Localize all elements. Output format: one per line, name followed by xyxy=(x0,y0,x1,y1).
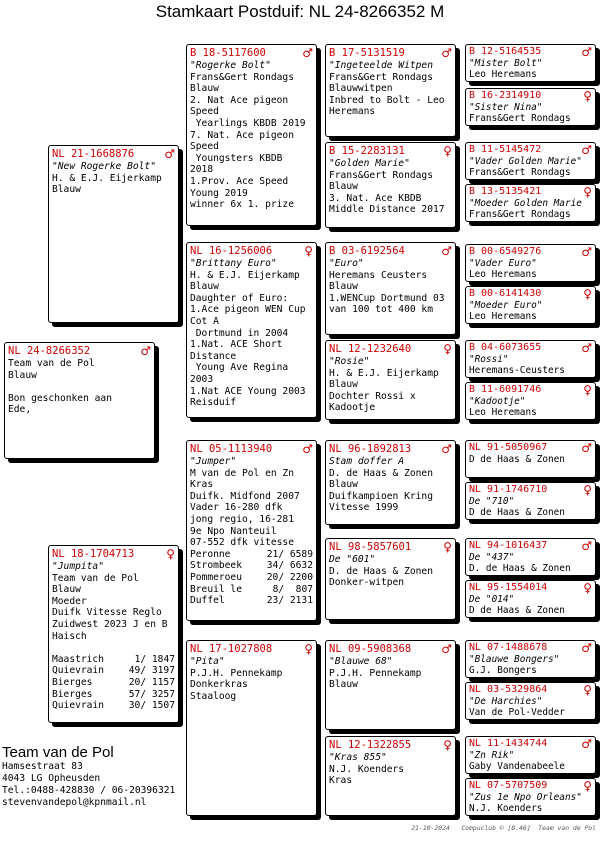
footer-credit: 21-10-2024 Compuclub © [8.46] Team van de Pol xyxy=(411,824,596,832)
info-line: Distance xyxy=(190,350,237,362)
pigeon-name: Stam doffer A xyxy=(329,456,405,467)
breeder-name: N.J. Koenders xyxy=(469,803,543,814)
info-line: Kras xyxy=(190,479,214,491)
gen5-ancestor-card[interactable] xyxy=(465,88,596,126)
ring-number: NL 95-1554014 xyxy=(469,582,548,593)
pigeon-name: "Kadootje" xyxy=(469,396,526,407)
info-line: 3. Nat. Ace KBDB xyxy=(329,192,422,204)
breeder-name: Leo Heremans xyxy=(469,269,537,280)
card-header xyxy=(469,90,592,102)
card-header xyxy=(469,384,592,396)
pigeon-name: De "437" xyxy=(469,552,515,563)
card-header xyxy=(8,345,151,358)
breeder-name: Frans&Gert Rondags xyxy=(469,167,571,178)
info-line: Vitesse 1999 xyxy=(329,502,399,514)
great-grandparent-card[interactable] xyxy=(325,440,456,525)
card-header xyxy=(469,186,592,198)
info-line: N.J. Koenders xyxy=(329,763,405,775)
pigeon-name: "Blauwe Bongers" xyxy=(469,654,560,665)
grandparent-card[interactable] xyxy=(186,242,317,418)
page-title: Stamkaart Postduif: NL 24-8266352 M xyxy=(155,2,445,21)
info-line: Team van de Pol xyxy=(52,572,139,584)
breeder-name: D. de Haas & Zonen xyxy=(469,563,571,574)
male-icon: ♂ xyxy=(581,341,592,355)
card-header xyxy=(190,643,313,656)
result-place: Strombeek xyxy=(190,560,242,572)
card-header xyxy=(469,582,592,594)
info-line xyxy=(52,642,175,654)
info-line: Kadootje xyxy=(329,402,376,414)
gen5-ancestor-card[interactable] xyxy=(465,440,596,478)
pigeon-name: "Vader Euro" xyxy=(469,258,537,269)
result-row xyxy=(190,595,313,607)
great-grandparent-card[interactable] xyxy=(325,242,456,335)
owner-block xyxy=(2,744,175,809)
male-icon: ♂ xyxy=(581,441,592,455)
info-line: Yearlings KBDB 2019 xyxy=(190,117,306,129)
ring-number: NL 03-5329864 xyxy=(469,684,548,695)
male-icon: ♂ xyxy=(581,143,592,157)
breeder-name: D de Haas & Zonen xyxy=(469,454,565,465)
card-header xyxy=(469,46,592,58)
result-value: 30/ 1507 xyxy=(128,700,175,712)
result-row xyxy=(190,549,313,561)
info-line: Blauw xyxy=(52,184,81,196)
info-line: Donker-witpen xyxy=(329,577,405,589)
grandparent-card[interactable] xyxy=(186,440,317,621)
info-line: 2. Nat Ace pigeon xyxy=(190,94,289,106)
female-icon: ♀ xyxy=(443,540,452,554)
card-header xyxy=(329,47,452,60)
male-icon: ♂ xyxy=(581,45,592,59)
info-line: Duifk Vitesse Reglo xyxy=(52,607,162,619)
ring-number: NL 91-5050967 xyxy=(469,442,548,453)
ring-number: NL 21-1668876 xyxy=(52,148,135,160)
ring-number: NL 12-1322855 xyxy=(329,739,412,751)
male-icon: ♂ xyxy=(581,737,592,751)
result-place: Quievrain xyxy=(52,665,104,677)
info-line: D. de Haas & Zonen xyxy=(329,565,433,577)
result-row xyxy=(52,689,175,701)
info-line: 1.Nat ACE Young 2003 xyxy=(190,385,306,397)
pigeon-name: "Zn Rik" xyxy=(469,750,515,761)
result-place: Bierges xyxy=(52,676,93,688)
info-line: Bon geschonken aan xyxy=(8,392,112,404)
ring-number: NL 98-5857601 xyxy=(329,541,412,553)
female-icon: ♀ xyxy=(443,738,452,752)
info-line: 1.Nat. ACE Short xyxy=(190,339,283,351)
result-value: 20/ 2200 xyxy=(266,571,313,583)
ring-number: NL 96-1892813 xyxy=(329,443,412,455)
female-icon: ♀ xyxy=(583,779,592,793)
info-line: Young 2019 xyxy=(190,187,248,199)
ring-number: NL 07-5707509 xyxy=(469,780,548,791)
male-icon: ♂ xyxy=(441,642,452,656)
card-header xyxy=(329,343,452,356)
result-row xyxy=(190,572,313,584)
subject-card[interactable] xyxy=(4,342,155,459)
info-line: Donkerkras xyxy=(190,679,248,691)
great-grandparent-card[interactable] xyxy=(325,736,456,816)
pigeon-name: "Rogerke Bolt" xyxy=(190,60,271,71)
info-line: 2018 xyxy=(190,164,214,176)
breeder-name: D de Haas & Zonen xyxy=(469,605,565,616)
breeder-name: Leo Heremans xyxy=(469,311,537,322)
result-place: Bierges xyxy=(52,688,93,700)
male-icon: ♂ xyxy=(302,442,313,456)
card-header xyxy=(329,443,452,456)
card-header xyxy=(469,246,592,258)
male-icon: ♂ xyxy=(441,442,452,456)
ring-number: B 16-2314910 xyxy=(469,90,542,101)
info-line: Vader 16-280 dfk xyxy=(190,502,283,514)
pigeon-name: "Mister Bolt" xyxy=(469,58,543,69)
result-row xyxy=(190,560,313,572)
pigeon-name: "Kras 855" xyxy=(329,752,387,763)
info-line: Frans&Gert Rondags xyxy=(329,169,433,181)
card-header xyxy=(469,484,592,496)
male-icon: ♂ xyxy=(140,344,151,358)
male-icon: ♂ xyxy=(441,46,452,60)
info-line: Middle Distance 2017 xyxy=(329,204,445,216)
breeder-name: Van de Pol-Vedder xyxy=(469,707,565,718)
info-line: D. de Haas & Zonen xyxy=(329,467,433,479)
breeder-name: Leo Heremans xyxy=(469,407,537,418)
pigeon-name: "New Rogerke Bolt" xyxy=(52,161,156,172)
female-icon: ♀ xyxy=(304,642,313,656)
pigeon-name: "Moeder Euro" xyxy=(469,300,543,311)
breeder-name: Heremans-Ceusters xyxy=(469,365,565,376)
ring-number: NL 16-1256006 xyxy=(190,245,273,257)
info-line: Blauw xyxy=(190,281,219,293)
owner-postcode: 4043 LG Opheusden xyxy=(2,773,101,784)
result-value: 23/ 2131 xyxy=(266,595,313,607)
breeder-name: G.J. Bongers xyxy=(469,665,537,676)
card-header xyxy=(190,245,313,258)
sire-card[interactable] xyxy=(48,145,179,323)
info-line: 1.WENCup Dortmund 03 xyxy=(329,292,445,304)
gen5-ancestor-card[interactable] xyxy=(465,640,596,678)
info-line: H. & E.J. Eijerkamp xyxy=(52,172,162,184)
card-header xyxy=(469,738,592,750)
info-line: Kras xyxy=(329,775,353,787)
info-line: Blauw xyxy=(329,181,358,193)
card-header xyxy=(469,288,592,300)
result-place: Pommeroeu xyxy=(190,571,242,583)
card-header xyxy=(469,684,592,696)
female-icon: ♀ xyxy=(583,287,592,301)
ring-number: NL 09-5908368 xyxy=(329,643,412,655)
ring-number: B 00-6141430 xyxy=(469,288,542,299)
ring-number: B 18-5117600 xyxy=(190,47,266,59)
result-row xyxy=(52,700,175,712)
gen5-ancestor-card[interactable] xyxy=(465,184,596,222)
card-header xyxy=(329,245,452,258)
info-line: Blauwwitpen xyxy=(329,83,393,95)
gen5-ancestor-card[interactable] xyxy=(465,244,596,282)
card-header xyxy=(469,642,592,654)
result-value: 34/ 6632 xyxy=(266,560,313,572)
female-icon: ♀ xyxy=(443,144,452,158)
result-value: 57/ 3257 xyxy=(128,688,175,700)
ring-number: B 17-5131519 xyxy=(329,47,405,59)
pigeon-name: "Zus 1e Npo Orleans" xyxy=(469,792,582,803)
owner-email: stevenvandepol@kpnmail.nl xyxy=(2,797,147,808)
owner-name: Team van de Pol xyxy=(2,744,114,761)
info-line: Blauw xyxy=(329,479,358,491)
card-header xyxy=(329,739,452,752)
gen5-ancestor-card[interactable] xyxy=(465,482,596,520)
ring-number: NL 05-1113940 xyxy=(190,443,273,455)
male-icon: ♂ xyxy=(164,147,175,161)
owner-address: Hamsestraat 83 xyxy=(2,761,83,772)
ring-number: B 03-6192564 xyxy=(329,245,405,257)
result-row xyxy=(52,665,175,677)
great-grandparent-card[interactable] xyxy=(325,142,456,228)
card-header xyxy=(190,443,313,456)
pigeon-name: De "014" xyxy=(469,594,515,605)
breeder-name: Frans&Gert Rondags xyxy=(469,209,571,220)
pigeon-name: "Blauwe 68" xyxy=(329,656,393,667)
info-line: 1.Ace pigeon WEN Cup xyxy=(190,304,306,316)
pigeon-name: De "601" xyxy=(329,554,376,565)
info-line: Haisch xyxy=(52,630,87,642)
info-line xyxy=(8,381,151,393)
card-header xyxy=(469,342,592,354)
ring-number: NL 17-1027808 xyxy=(190,643,273,655)
pigeon-name: "Rosie" xyxy=(329,356,370,367)
result-value: 1/ 1847 xyxy=(134,653,175,665)
gen5-ancestor-card[interactable] xyxy=(465,580,596,618)
breeder-name: D de Haas & Zonen xyxy=(469,507,565,518)
ring-number: B 11-5145472 xyxy=(469,144,542,155)
pigeon-name: "Jumpita" xyxy=(52,561,104,572)
result-place: Duffel xyxy=(190,595,225,607)
info-line: 2003 xyxy=(190,373,214,385)
info-line: Blauw xyxy=(8,369,37,381)
card-header xyxy=(329,541,452,554)
result-place: Peronne xyxy=(190,548,231,560)
info-line: Blauw xyxy=(329,281,358,293)
gen5-ancestor-card[interactable] xyxy=(465,142,596,180)
female-icon: ♀ xyxy=(583,89,592,103)
info-line: Zuidwest 2023 J en B xyxy=(52,618,168,630)
card-header xyxy=(329,643,452,656)
female-icon: ♀ xyxy=(583,483,592,497)
result-place: Maastrich xyxy=(52,653,104,665)
info-line: winner 6x 1. prize xyxy=(190,199,294,211)
female-icon: ♀ xyxy=(166,547,175,561)
ring-number: B 15-2283131 xyxy=(329,145,405,157)
gen5-ancestor-card[interactable] xyxy=(465,736,596,774)
pigeon-name: "Golden Marie" xyxy=(329,158,410,169)
ring-number: NL 91-1746710 xyxy=(469,484,548,495)
male-icon: ♂ xyxy=(581,245,592,259)
breeder-name: Leo Heremans xyxy=(469,69,537,80)
info-line: 9e Npo Nanteuil xyxy=(190,525,277,537)
ring-number: B 04-6073655 xyxy=(469,342,542,353)
female-icon: ♀ xyxy=(304,244,313,258)
result-place: Quievrain xyxy=(52,700,104,712)
result-row xyxy=(52,677,175,689)
info-line: Heremans Ceusters xyxy=(329,269,428,281)
female-icon: ♀ xyxy=(583,581,592,595)
info-line: Inbred to Bolt - Leo xyxy=(329,94,445,106)
pigeon-name: "Euro" xyxy=(329,258,364,269)
gen5-ancestor-card[interactable] xyxy=(465,382,596,420)
great-grandparent-card[interactable] xyxy=(325,640,456,730)
card-header xyxy=(469,144,592,156)
info-line: Staaloog xyxy=(190,690,237,702)
pigeon-name: "De Harchies" xyxy=(469,696,543,707)
info-line: Reisduif xyxy=(190,397,237,409)
owner-phone: Tel.:0488-428830 / 06-20396321 xyxy=(2,785,176,796)
info-line: jong regio, 16-281 xyxy=(190,513,294,525)
result-value: 21/ 6589 xyxy=(266,548,313,560)
result-row xyxy=(190,584,313,596)
ring-number: NL 24-8266352 xyxy=(8,345,91,357)
ring-number: NL 12-1232640 xyxy=(329,343,412,355)
gen5-ancestor-card[interactable] xyxy=(465,778,596,816)
grandparent-card[interactable] xyxy=(186,640,317,816)
info-line: Duifk. Midfond 2007 xyxy=(190,490,300,502)
female-icon: ♀ xyxy=(583,185,592,199)
info-line: H. & E.J. Eijerkamp xyxy=(190,269,300,281)
card-header xyxy=(469,442,592,454)
great-grandparent-card[interactable] xyxy=(325,340,456,420)
dam-card[interactable] xyxy=(48,545,179,723)
info-line: Duifkampioen Kring xyxy=(329,490,433,502)
info-line: 07-552 dfk vitesse xyxy=(190,537,294,549)
card-header xyxy=(52,548,175,561)
info-line: Blauw xyxy=(52,584,81,596)
male-icon: ♂ xyxy=(441,244,452,258)
card-header xyxy=(52,148,175,161)
male-icon: ♂ xyxy=(581,539,592,553)
info-line: Cot A xyxy=(190,315,219,327)
info-line: Young Ave Regina xyxy=(190,362,289,374)
ring-number: NL 94-1016437 xyxy=(469,540,548,551)
card-header xyxy=(329,145,452,158)
ring-number: B 13-5135421 xyxy=(469,186,542,197)
pigeon-name: "Vader Golden Marie" xyxy=(469,156,582,167)
ring-number: B 00-6549276 xyxy=(469,246,542,257)
info-line: Blauw xyxy=(329,679,358,691)
ring-number: B 12-5164535 xyxy=(469,46,542,57)
card-header xyxy=(190,47,313,60)
great-grandparent-card[interactable] xyxy=(325,44,456,137)
result-row xyxy=(52,654,175,666)
female-icon: ♀ xyxy=(583,683,592,697)
pigeon-name: "Ingeteelde Witpen xyxy=(329,60,433,71)
male-icon: ♂ xyxy=(581,641,592,655)
info-line: Speed xyxy=(190,141,219,153)
info-line: P.J.H. Pennekamp xyxy=(190,667,283,679)
gen5-ancestor-card[interactable] xyxy=(465,682,596,720)
info-line: H. & E.J. Eijerkamp xyxy=(329,367,439,379)
info-line: Frans&Gert Rondags xyxy=(329,71,433,83)
info-line: Dochter Rossi x xyxy=(329,390,416,402)
grandparent-card[interactable] xyxy=(186,44,317,226)
gen5-ancestor-card[interactable] xyxy=(465,286,596,324)
ring-number: NL 11-1434744 xyxy=(469,738,548,749)
pigeon-name: "Sister Nina" xyxy=(469,102,543,113)
card-header xyxy=(469,780,592,792)
female-icon: ♀ xyxy=(443,342,452,356)
info-line: 7. Nat. Ace pigeon xyxy=(190,129,294,141)
great-grandparent-card[interactable] xyxy=(325,538,456,620)
pigeon-name: "Jumper" xyxy=(190,456,237,467)
male-icon: ♂ xyxy=(302,46,313,60)
ring-number: B 11-6091746 xyxy=(469,384,542,395)
gen5-ancestor-card[interactable] xyxy=(465,538,596,576)
female-icon: ♀ xyxy=(583,383,592,397)
pigeon-name: "Moeder Golden Marie xyxy=(469,198,582,209)
info-line: Speed xyxy=(190,106,219,118)
info-line: van 100 tot 400 km xyxy=(329,304,433,316)
info-line: Youngsters KBDB xyxy=(190,152,283,164)
info-line: P.J.H. Pennekamp xyxy=(329,667,422,679)
info-line: Moeder xyxy=(52,595,87,607)
ring-number: NL 07-1488678 xyxy=(469,642,548,653)
info-line: Daughter of Euro: xyxy=(190,292,289,304)
info-line: Heremans xyxy=(329,106,376,118)
result-value: 49/ 3197 xyxy=(128,665,175,677)
card-header xyxy=(469,540,592,552)
info-line: Blauw xyxy=(190,83,219,95)
info-line: Frans&Gert Rondags xyxy=(190,71,294,83)
ring-number: NL 18-1704713 xyxy=(52,548,135,560)
gen5-ancestor-card[interactable] xyxy=(465,44,596,82)
result-value: 20/ 1157 xyxy=(128,676,175,688)
info-line: Dortmund in 2004 xyxy=(190,327,289,339)
result-value: 8/ 807 xyxy=(272,583,313,595)
pigeon-name: "Pita" xyxy=(190,656,225,667)
breeder-name: Frans&Gert Rondags xyxy=(469,113,571,124)
pigeon-name: De "710" xyxy=(469,496,515,507)
pigeon-name: "Brittany Euro" xyxy=(190,258,277,269)
gen5-ancestor-card[interactable] xyxy=(465,340,596,378)
pigeon-name: "Rossi" xyxy=(469,354,509,365)
result-place: Breuil le xyxy=(190,583,242,595)
breeder-name: Gaby Vandenabeele xyxy=(469,761,565,772)
info-line: Blauw xyxy=(329,379,358,391)
info-line: M van de Pol en Zn xyxy=(190,467,294,479)
info-line: Team van de Pol xyxy=(8,358,95,369)
info-line: 1.Prov. Ace Speed xyxy=(190,175,289,187)
info-line: Ede, xyxy=(8,404,32,416)
